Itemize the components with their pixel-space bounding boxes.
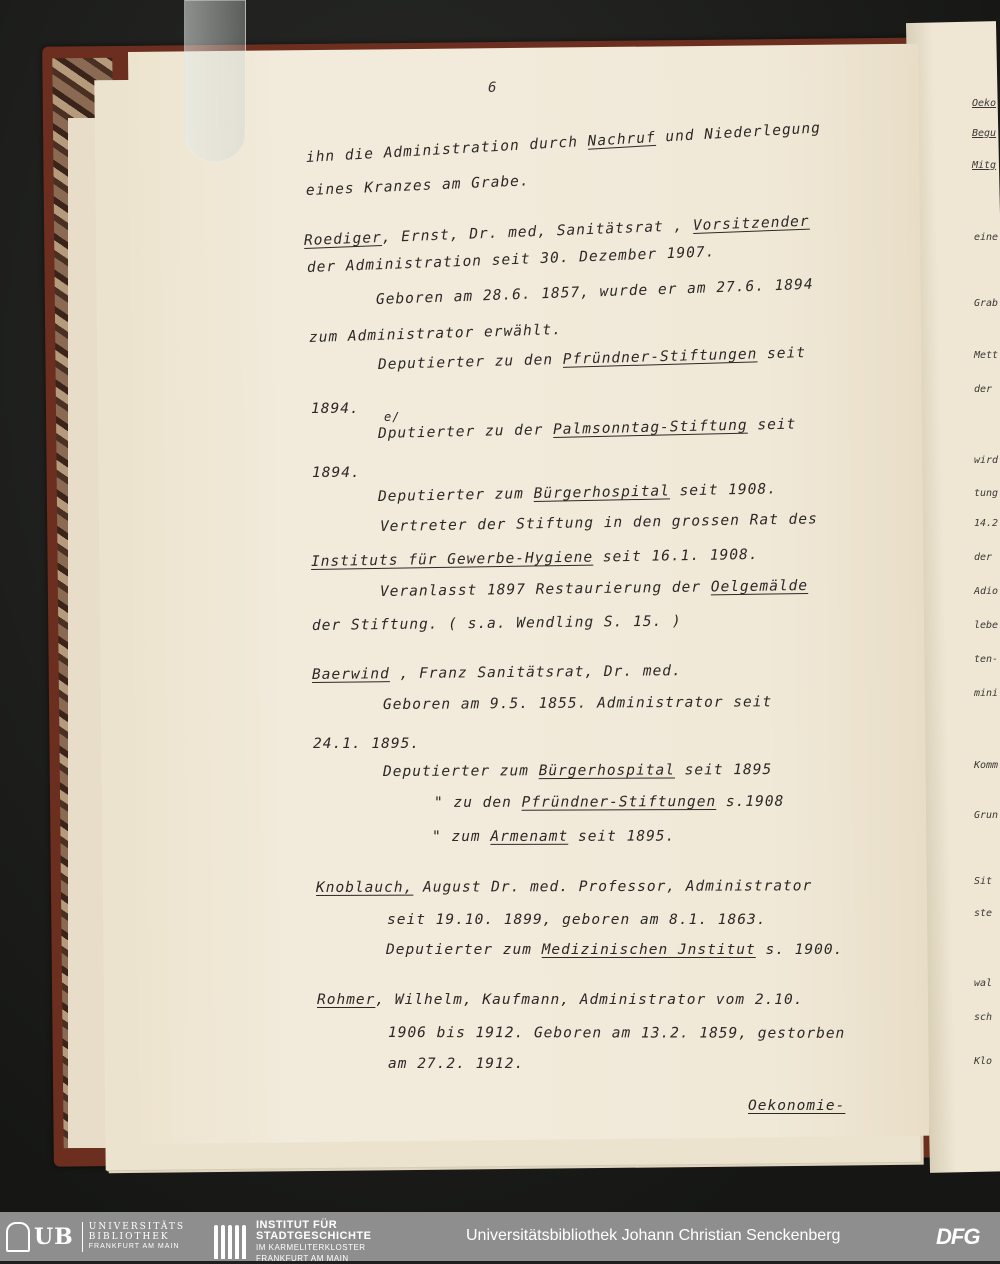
facing-page-word: Klo [974, 1056, 993, 1067]
underlined-term: Oekonomie- [748, 1098, 846, 1114]
facing-page-word: Adio [974, 586, 999, 597]
text-run: 1894. [312, 465, 361, 481]
facing-page-word: Komm [974, 760, 999, 771]
page-number: 6 [488, 80, 497, 96]
ub-emblem-icon [6, 1222, 30, 1252]
facing-page-word: tung [974, 488, 999, 499]
underlined-term: Medizinischen Jnstitut [541, 942, 756, 958]
text-line [317, 992, 804, 1008]
facing-page-word: Mitg [972, 160, 997, 171]
text-run: s.1908 [716, 793, 785, 811]
text-run: eines Kranzes am Grabe. [305, 173, 530, 199]
facing-page-word: Grab [974, 298, 999, 309]
text-line [432, 829, 675, 845]
text-line [388, 1025, 845, 1042]
text-line [748, 1098, 845, 1114]
text-run: ihn die Administration durch [305, 133, 589, 166]
underlined-term: Bürgerhospital [533, 483, 671, 503]
text-line [312, 465, 361, 481]
ifs-wordmark: INSTITUT FÜR STADTGESCHICHTE IM KARMELITERKLOSTER FRANKFURT AM MAIN [256, 1219, 372, 1263]
ub-wordmark: UNIVERSITÄTS BIBLIOTHEK FRANKFURT AM MAIN [82, 1222, 185, 1252]
text-line [386, 942, 843, 958]
text-line [383, 694, 772, 713]
text-run: , Wilhelm, Kaufmann, Administrator vom 2.10. [375, 992, 804, 1008]
facing-page-word: sch [974, 1012, 993, 1023]
facing-page-word: lebe [974, 620, 999, 631]
text-run: 1906 bis 1912. Geboren am 13.2. 1859, gestorben [387, 1025, 846, 1042]
ub-letters: UB [34, 1224, 74, 1250]
text-run: Geboren am 9.5. 1855. Administrator seit [382, 694, 773, 713]
underlined-term: Knoblauch, [315, 879, 414, 896]
text-run: seit [757, 345, 807, 363]
text-line [388, 1056, 524, 1072]
facing-page-word: Begu [972, 128, 997, 139]
underlined-term: Palmsonntag-Stiftung [552, 417, 748, 439]
text-run: August Dr. med. Professor, Administrator [413, 878, 813, 896]
facing-page-word: wird [974, 455, 999, 466]
text-run: und Niederlegung [655, 120, 822, 146]
facing-page-word: Mett [974, 350, 999, 361]
underlined-term: Roediger [303, 230, 383, 249]
underlined-term: Rohmer [317, 992, 376, 1008]
text-run: Vertreter der Stiftung in den grossen Rat des [379, 511, 818, 535]
text-run: , Franz Sanitätsrat, Dr. med. [389, 663, 682, 683]
underlined-term: Oelgemälde [710, 578, 809, 596]
text-run: der Administration seit 30. Dezember 1907. [306, 244, 716, 276]
viewer-footer [0, 1212, 1000, 1261]
text-line [387, 912, 766, 928]
text-run: " zu den [433, 794, 522, 811]
text-run: der Stiftung. ( s.a. Wendling S. 15. ) [311, 613, 682, 634]
text-run: s. 1900. [755, 942, 844, 958]
text-line [384, 410, 400, 424]
text-run: Deputierter zum [377, 486, 534, 505]
text-run: 24.1. 1895. [313, 736, 421, 752]
bookmark-strip [184, 0, 246, 162]
text-line [434, 794, 784, 811]
text-run: Dputierter zu der [377, 422, 554, 442]
facing-page-word: der [974, 384, 993, 395]
underlined-term: Bürgerhospital [538, 762, 675, 780]
ifs-logo[interactable] [214, 1220, 371, 1264]
text-run: " zum [431, 828, 491, 845]
ub-logo[interactable] [6, 1222, 185, 1252]
text-run: Deputierter zum [382, 763, 539, 780]
text-run: seit 1908. [669, 481, 778, 500]
text-line [311, 401, 360, 417]
text-line [316, 878, 812, 896]
underlined-term: Baerwind [311, 666, 390, 683]
text-run: seit 16.1. 1908. [593, 546, 759, 566]
facing-page-word: ste [974, 908, 993, 919]
underlined-term: Instituts für Gewerbe-Hygiene [310, 549, 594, 570]
text-run: zum Administrator erwählt. [308, 322, 563, 346]
text-run: , Ernst, Dr. med, Sanitätsrat , [381, 218, 694, 247]
underlined-term: Nachruf [587, 129, 657, 150]
text-run: Deputierter zu den [377, 351, 564, 373]
facing-page-word: Grun [974, 810, 999, 821]
facing-page-word: mini [974, 688, 999, 699]
text-line [383, 762, 772, 780]
text-run: seit 1895. [568, 828, 676, 845]
text-run: 1894. [311, 401, 360, 417]
facing-page-word: ten- [974, 654, 999, 665]
library-title: Universitätsbibliothek Johann Christian Senckenberg [466, 1227, 841, 1244]
text-run: seit 19.10. 1899, geboren am 8.1. 1863. [387, 912, 767, 928]
facing-page-word: Sit [974, 876, 993, 887]
dfg-logo[interactable]: DFG [936, 1224, 980, 1249]
underlined-term: Pfründner-Stiftungen [562, 346, 758, 368]
text-run: seit [747, 416, 797, 434]
facing-page-word: eine [974, 232, 999, 243]
text-run: Geboren am 28.6. 1857, wurde er am 27.6. 1894 [375, 276, 814, 308]
ifs-emblem-icon [214, 1225, 248, 1259]
text-run: Deputierter zum [386, 942, 542, 958]
text-run: Veranlasst 1897 Restaurierung der [379, 579, 711, 600]
text-run: am 27.2. 1912. [388, 1056, 525, 1072]
underlined-term: Pfründner-Stiftungen [521, 794, 717, 811]
facing-page-word: 14.2 [974, 518, 999, 529]
text-run: e/ [384, 410, 401, 424]
underlined-term: Armenamt [490, 828, 569, 845]
underlined-term: Vorsitzender [692, 213, 810, 235]
facing-page-word: wal [974, 978, 993, 989]
facing-page-word: der [974, 552, 993, 563]
facing-page-word: Oeko [972, 98, 997, 109]
text-line [313, 736, 420, 752]
text-run: seit 1895 [674, 761, 773, 779]
